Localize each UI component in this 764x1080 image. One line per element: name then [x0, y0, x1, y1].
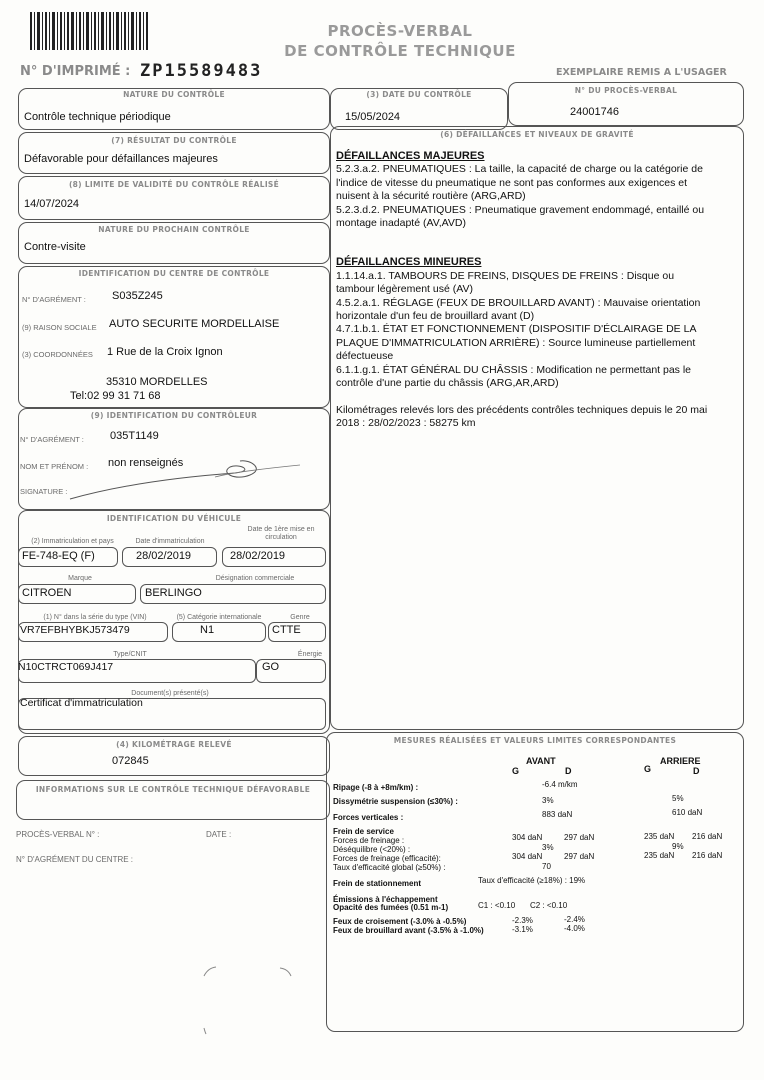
- genre-label: Genre: [290, 614, 310, 621]
- arriere-d-label: D: [693, 766, 700, 776]
- title-line-2: DE CONTRÔLE TECHNIQUE: [284, 42, 516, 60]
- prochain-header: NATURE DU PROCHAIN CONTRÔLE: [98, 225, 250, 234]
- frein-service-label: Frein de service: [333, 827, 394, 836]
- arriere-g-label: G: [644, 764, 652, 774]
- croisement-label: Feux de croisement (-3.0% à -0.5%): [333, 917, 467, 926]
- fe-avant-g: 304 daN: [512, 852, 543, 861]
- categorie-field: [172, 622, 266, 642]
- dissymetrie-label: Dissymétrie suspension (≤30%) :: [333, 797, 458, 806]
- prochain-value: Contre-visite: [24, 241, 86, 253]
- marque-value: CITROEN: [22, 587, 72, 599]
- centre-city: 35310 MORDELLES: [106, 376, 208, 388]
- forces-efficacite-label: Forces de freinage (efficacité):: [333, 854, 441, 863]
- emissions-label: Émissions à l'échappement: [333, 895, 438, 904]
- dissymetrie-arriere: 5%: [672, 794, 684, 803]
- categorie-label: (5) Catégorie internationale: [176, 614, 262, 621]
- desequilibre-avant: 3%: [542, 843, 554, 852]
- raison-sociale-value: AUTO SECURITE MORDELLAISE: [109, 318, 280, 330]
- centre-address: 1 Rue de la Croix Ignon: [107, 346, 223, 358]
- avant-d-label: D: [565, 766, 572, 776]
- marque-label: Marque: [68, 575, 92, 582]
- dissymetrie-avant: 3%: [542, 796, 554, 805]
- forces-verticales-avant: 883 daN: [542, 810, 573, 819]
- date-mise-label: Date de 1ère mise en circulation: [247, 526, 315, 541]
- type-value: N10CTRCT069J417: [18, 661, 114, 673]
- designation-value: BERLINGO: [145, 587, 202, 599]
- controleur-nom-value: non renseignés: [108, 457, 184, 469]
- genre-value: CTTE: [272, 624, 301, 636]
- ff-arriere-g: 235 daN: [644, 832, 675, 841]
- signature-scribble: [60, 455, 310, 505]
- coordonnees-label: (3) COORDONNÉES: [22, 350, 93, 359]
- centre-agrement-label: N° D'AGRÉMENT :: [22, 295, 86, 304]
- barcode: [30, 12, 148, 50]
- opacite-c2: C2 : <0.10: [530, 901, 568, 910]
- majeures-title: DÉFAILLANCES MAJEURES: [336, 150, 485, 162]
- energie-label: Énergie: [297, 651, 323, 658]
- ff-arriere-d: 216 daN: [692, 832, 723, 841]
- vehicule-header: IDENTIFICATION DU VÉHICULE: [106, 514, 242, 523]
- nature-value: Contrôle technique périodique: [24, 111, 171, 123]
- ripage-value: -6.4 m/km: [542, 780, 578, 789]
- date-controle-value: 15/05/2024: [345, 111, 401, 123]
- kilometrage-header: (4) KILOMÉTRAGE RELEVÉ: [116, 740, 232, 749]
- defaillances-content: [336, 150, 714, 430]
- imprime-number: ZP15589483: [140, 61, 263, 81]
- nature-header: NATURE DU CONTRÔLE: [123, 90, 225, 99]
- centre-header: IDENTIFICATION DU CENTRE DE CONTRÔLE: [78, 269, 270, 278]
- defaillances-header: (6) DÉFAILLANCES ET NIVEAUX DE GRAVITÉ: [440, 130, 634, 139]
- mineure-item: 6.1.1.g.1. ÉTAT GÉNÉRAL DU CHÂSSIS : Modification ne permettant pas le contrôle d'une partie du châssis (ARG,AR,ARD): [336, 363, 692, 390]
- ripage-label: Ripage (-8 à +8m/km) :: [333, 783, 419, 792]
- majeure-item: 5.2.3.a.2. PNEUMATIQUES : La taille, la capacité de charge ou la catégorie de l'indice de vitesse du pneumatique ne sont pas conformes aux exigences et nuisent à la sécurité routière (ARG,ARD): [336, 163, 703, 203]
- forces-verticales-label: Forces verticales :: [333, 813, 404, 822]
- immat-label: (2) Immatriculation et pays: [31, 538, 114, 545]
- avant-label: AVANT: [526, 756, 556, 766]
- document-label: Document(s) présenté(s): [131, 690, 209, 697]
- categorie-value: N1: [200, 624, 215, 636]
- brouillard-g: -3.1%: [512, 925, 533, 934]
- fe-arriere-d: 216 daN: [692, 851, 723, 860]
- pv-number-header: N° DU PROCÈS-VERBAL: [574, 86, 678, 95]
- controleur-nom-label: NOM ET PRÉNOM :: [20, 462, 89, 471]
- majeure-item: 5.2.3.d.2. PNEUMATIQUES : Pneumatique gravement endommagé, entaillé ou montage inadapté (AV,AVD): [336, 203, 705, 230]
- controleur-agrement-value: 035T1149: [110, 430, 159, 442]
- ff-avant-d: 297 daN: [564, 833, 595, 842]
- desequilibre-label: Déséquilibre (<20%) :: [333, 845, 411, 854]
- arriere-label: ARRIERE: [660, 756, 701, 766]
- mineure-item: 4.7.1.b.1. ÉTAT ET FONCTIONNEMENT (DISPOSITIF D'ÉCLAIRAGE DE LA PLAQUE D'IMMATRICULATION ARRIÈRE) : Source lumineuse partiellement défectueuse: [336, 323, 696, 363]
- type-label: Type/CNIT: [113, 651, 147, 658]
- document-value: Certificat d'immatriculation: [20, 697, 143, 709]
- brouillard-label: Feux de brouillard avant (-3.5% à -1.0%): [333, 926, 484, 935]
- date-mise-value: 28/02/2019: [230, 550, 286, 562]
- copy-label: EXEMPLAIRE REMIS A L'USAGER: [556, 67, 727, 78]
- avant-g-label: G: [512, 766, 520, 776]
- controleur-agrement-label: N° D'AGRÉMENT :: [20, 435, 84, 444]
- stationnement-label: Frein de stationnement: [333, 879, 422, 888]
- fe-arriere-g: 235 daN: [644, 851, 675, 860]
- infos-defav-header: INFORMATIONS SUR LE CONTRÔLE TECHNIQUE DÉFAVORABLE: [35, 785, 311, 794]
- croisement-d: -2.4%: [564, 915, 585, 924]
- vin-value: VR7EFBHYBKJ573479: [20, 624, 130, 636]
- signature-label: SIGNATURE :: [20, 487, 68, 496]
- validite-value: 14/07/2024: [24, 198, 80, 210]
- resultat-value: Défavorable pour défaillances majeures: [24, 153, 218, 165]
- mesures-header: MESURES RÉALISÉES ET VALEURS LIMITES CORRESPONDANTES: [393, 736, 677, 745]
- immat-value: FE-748-EQ (F): [22, 550, 95, 562]
- date-immat-label: Date d'immatriculation: [135, 538, 205, 545]
- mineure-item: 1.1.14.a.1. TAMBOURS DE FREINS, DISQUES DE FREINS : Disque ou tambour légèrement usé (AV): [336, 269, 675, 296]
- vin-label: (1) N° dans la série du type (VIN): [43, 614, 147, 621]
- centre-tel: Tel:02 99 31 71 68: [70, 390, 161, 402]
- designation-label: Désignation commerciale: [215, 575, 295, 582]
- raison-sociale-label: (9) RAISON SOCIALE: [22, 323, 97, 332]
- fe-avant-d: 297 daN: [564, 852, 595, 861]
- kilometrage-value: 072845: [112, 755, 149, 767]
- mineures-title: DÉFAILLANCES MINEURES: [336, 256, 482, 269]
- centre-agrement-value: S035Z245: [112, 290, 163, 302]
- date-controle-header: (3) DATE DU CONTRÔLE: [366, 90, 472, 99]
- taux-global-label: Taux d'efficacité global (≥50%) :: [333, 863, 446, 872]
- infos-agrement-label: N° D'AGRÉMENT DU CENTRE :: [16, 855, 134, 864]
- croisement-g: -2.3%: [512, 916, 533, 925]
- barcode-graphic: [30, 12, 148, 50]
- energie-value: GO: [262, 661, 280, 673]
- resultat-header: (7) RÉSULTAT DU CONTRÔLE: [111, 136, 237, 145]
- stationnement-value: Taux d'efficacité (≥18%) : 19%: [478, 876, 586, 885]
- title-line-1: PROCÈS-VERBAL: [327, 22, 473, 40]
- brouillard-d: -4.0%: [564, 924, 585, 933]
- taux-global-value: 70: [542, 862, 551, 871]
- pv-number-value: 24001746: [570, 106, 619, 118]
- kilometrages-precedents: Kilométrages relevés lors des précédents contrôles techniques depuis le 20 mai 2018 : 28/02/2023 : 58275 km: [336, 403, 708, 429]
- desequilibre-arriere: 9%: [672, 842, 684, 851]
- imprime-label: N° D'IMPRIMÉ :: [20, 64, 131, 79]
- date-immat-value: 28/02/2019: [136, 550, 192, 562]
- forces-verticales-arriere: 610 daN: [672, 808, 703, 817]
- forces-freinage-label: Forces de freinage :: [333, 836, 405, 845]
- infos-pv-label: PROCÈS-VERBAL N° :: [16, 830, 100, 839]
- opacite-label: Opacité des fumées (0.51 m-1): [333, 903, 449, 912]
- opacite-c1: C1 : <0.10: [478, 901, 516, 910]
- ff-avant-g: 304 daN: [512, 833, 543, 842]
- mineure-item: 4.5.2.a.1. RÉGLAGE (FEUX DE BROUILLARD AVANT) : Mauvaise orientation horizontale d'un feu de brouillard avant (D): [336, 296, 701, 323]
- infos-date-label: DATE :: [206, 830, 232, 839]
- corner-marks: [190, 960, 310, 1040]
- controleur-header: (9) IDENTIFICATION DU CONTRÔLEUR: [90, 411, 258, 420]
- validite-header: (8) LIMITE DE VALIDITÉ DU CONTRÔLE RÉALISÉ: [68, 180, 280, 189]
